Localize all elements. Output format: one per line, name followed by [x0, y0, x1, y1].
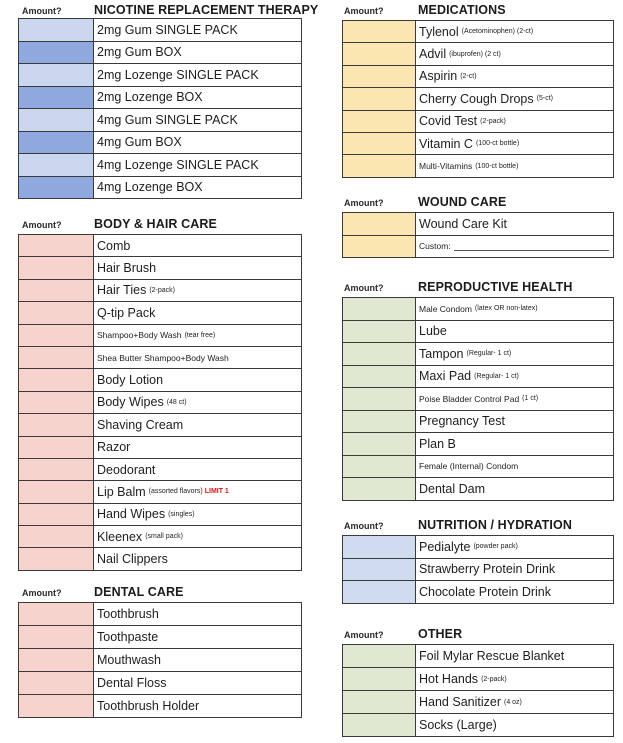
- list-item: [19, 437, 301, 459]
- custom-write-line[interactable]: [454, 242, 609, 251]
- item-note: (4 oz): [504, 698, 522, 706]
- list-item: [19, 64, 301, 87]
- item-name: Comb: [97, 238, 131, 253]
- item-label: [416, 456, 613, 478]
- item-label: [94, 504, 301, 525]
- item-name: 2mg Lozenge BOX: [97, 90, 203, 105]
- list-item: [19, 87, 301, 110]
- list-item: [343, 321, 613, 344]
- amount-input-box[interactable]: [343, 456, 416, 478]
- item-label: [94, 369, 301, 390]
- item-label: [416, 536, 613, 558]
- item-list: [342, 297, 614, 501]
- item-list: [18, 18, 302, 199]
- list-item: [19, 325, 301, 347]
- amount-input-box[interactable]: [343, 714, 416, 736]
- item-label: [94, 437, 301, 458]
- list-item: [19, 109, 301, 132]
- item-note: (48 ct): [166, 398, 187, 406]
- amount-input-box[interactable]: [343, 411, 416, 433]
- item-name: Poise Bladder Control Pad: [419, 393, 520, 404]
- item-name: 2mg Gum SINGLE PACK: [97, 22, 238, 37]
- amount-input-box[interactable]: [343, 691, 416, 713]
- amount-input-box[interactable]: [343, 111, 416, 132]
- list-item: [343, 88, 613, 110]
- item-name: Cherry Cough Drops: [419, 91, 534, 106]
- item-name: Pregnancy Test: [419, 414, 505, 429]
- list-item: [19, 154, 301, 177]
- item-name: Mouthwash: [97, 653, 161, 667]
- amount-input-box[interactable]: [343, 668, 416, 690]
- amount-header: Amount?: [344, 630, 384, 640]
- item-name: Tampon: [419, 346, 464, 361]
- item-note: (powder pack): [473, 543, 518, 551]
- item-name: Toothbrush Holder: [97, 699, 200, 713]
- item-name: Wound Care Kit: [419, 216, 508, 231]
- item-name: Advil: [419, 47, 447, 62]
- item-name: Toothbrush: [97, 607, 159, 621]
- item-note: (2-pack): [480, 117, 506, 125]
- amount-input-box[interactable]: [19, 603, 94, 625]
- item-name: 4mg Gum BOX: [97, 135, 182, 150]
- item-label: [416, 43, 613, 64]
- item-name: Aspirin: [419, 69, 458, 84]
- item-name: Lube: [419, 324, 447, 339]
- item-name: 4mg Lozenge SINGLE PACK: [97, 157, 259, 172]
- list-item: [19, 504, 301, 526]
- item-note: (assorted flavors): [148, 488, 203, 496]
- item-name: Deodorant: [97, 462, 156, 477]
- item-list: [342, 535, 614, 604]
- amount-input-box[interactable]: [19, 132, 94, 154]
- amount-input-box[interactable]: [19, 177, 94, 199]
- item-label: [94, 177, 301, 199]
- amount-input-box[interactable]: [343, 66, 416, 87]
- item-name: Nail Clippers: [97, 552, 168, 567]
- amount-input-box[interactable]: [343, 388, 416, 410]
- item-name: 2mg Lozenge SINGLE PACK: [97, 67, 259, 82]
- item-note: (Regular- 1 ct): [474, 372, 519, 380]
- amount-input-box[interactable]: [19, 325, 94, 346]
- amount-input-box[interactable]: [343, 645, 416, 667]
- list-item: [19, 548, 301, 569]
- item-name: Hand Wipes: [97, 507, 166, 522]
- item-name: Pedialyte: [419, 539, 471, 554]
- item-label: [416, 236, 613, 258]
- list-item: [343, 536, 613, 559]
- item-list: [342, 212, 614, 258]
- item-name: Toothpaste: [97, 630, 159, 644]
- amount-input-box[interactable]: [19, 481, 94, 502]
- item-name: Hot Hands: [419, 672, 479, 686]
- item-label: [94, 325, 301, 346]
- item-name: Chocolate Protein Drink: [419, 584, 552, 599]
- item-label: [94, 154, 301, 176]
- list-item: [19, 177, 301, 199]
- item-list: [18, 602, 302, 718]
- list-item: [19, 132, 301, 155]
- item-name: 2mg Gum BOX: [97, 45, 182, 60]
- item-label: [94, 526, 301, 547]
- section-title: NUTRITION / HYDRATION: [418, 518, 572, 532]
- amount-input-box[interactable]: [19, 154, 94, 176]
- amount-input-box[interactable]: [19, 392, 94, 413]
- amount-header: Amount?: [22, 6, 62, 16]
- item-name: Covid Test: [419, 114, 478, 129]
- list-item: [19, 649, 301, 672]
- list-item: [19, 481, 301, 503]
- amount-input-box[interactable]: [19, 626, 94, 648]
- item-label: [416, 133, 613, 154]
- amount-input-box[interactable]: [343, 321, 416, 343]
- list-item: [343, 433, 613, 456]
- item-label: [416, 88, 613, 109]
- amount-header: Amount?: [344, 283, 384, 293]
- amount-input-box[interactable]: [343, 133, 416, 154]
- custom-label: Custom:: [419, 241, 451, 252]
- amount-input-box[interactable]: [19, 649, 94, 671]
- list-item: [343, 581, 613, 603]
- item-name: Foil Mylar Rescue Blanket: [419, 649, 565, 663]
- item-note: (Regular- 1 ct): [466, 350, 512, 358]
- item-name: Tylenol: [419, 24, 459, 39]
- item-note: (2-pack): [149, 286, 176, 294]
- amount-input-box[interactable]: [343, 298, 416, 320]
- item-note: (2-ct): [460, 72, 477, 80]
- amount-header: Amount?: [344, 198, 384, 208]
- item-note: (ibuprofen) (2 ct): [449, 50, 501, 58]
- item-label: [416, 366, 613, 388]
- item-label: [94, 548, 301, 569]
- amount-input-box[interactable]: [343, 21, 416, 42]
- amount-input-box[interactable]: [19, 280, 94, 301]
- list-item: [343, 456, 613, 479]
- amount-header: Amount?: [22, 220, 62, 230]
- list-item: [343, 645, 613, 668]
- amount-input-box[interactable]: [19, 504, 94, 525]
- list-item: [19, 626, 301, 649]
- amount-input-box[interactable]: [19, 414, 94, 435]
- amount-input-box[interactable]: [19, 64, 94, 86]
- list-item: [343, 668, 613, 691]
- list-item: [19, 603, 301, 626]
- amount-input-box[interactable]: [343, 236, 416, 258]
- list-item: [343, 366, 613, 389]
- list-item: [343, 21, 613, 43]
- amount-input-box[interactable]: [19, 369, 94, 390]
- amount-header: Amount?: [344, 521, 384, 531]
- item-label: [416, 645, 613, 667]
- item-name: Hand Sanitizer: [419, 695, 501, 709]
- item-label: [94, 87, 301, 109]
- amount-input-box[interactable]: [343, 213, 416, 235]
- item-name: Female (Internal) Condom: [419, 461, 519, 472]
- item-label: [416, 343, 613, 365]
- item-label: [416, 21, 613, 42]
- list-item: [343, 714, 613, 736]
- amount-input-box[interactable]: [19, 548, 94, 569]
- item-name: Lip Balm: [97, 484, 146, 499]
- list-item: [19, 369, 301, 391]
- list-item: [19, 414, 301, 436]
- item-label: [94, 414, 301, 435]
- item-name: Maxi Pad: [419, 369, 472, 384]
- section-title: DENTAL CARE: [94, 585, 184, 599]
- item-name: 4mg Gum SINGLE PACK: [97, 112, 238, 127]
- section-title: MEDICATIONS: [418, 3, 506, 17]
- item-label: [94, 302, 301, 323]
- list-item: [19, 235, 301, 257]
- list-item: [343, 559, 613, 582]
- amount-input-box[interactable]: [343, 366, 416, 388]
- amount-input-box[interactable]: [343, 478, 416, 500]
- list-item: [343, 411, 613, 434]
- item-label: [416, 388, 613, 410]
- item-name: Body Lotion: [97, 373, 164, 388]
- list-item: [343, 298, 613, 321]
- item-note: (tear free): [184, 331, 216, 339]
- item-label: [94, 42, 301, 64]
- amount-input-box[interactable]: [19, 19, 94, 41]
- item-name: Kleenex: [97, 529, 143, 544]
- list-item: [343, 213, 613, 236]
- item-label: [94, 19, 301, 41]
- item-label: [416, 433, 613, 455]
- amount-header: Amount?: [22, 588, 62, 598]
- item-label: [94, 280, 301, 301]
- item-name: 4mg Lozenge BOX: [97, 180, 203, 195]
- list-item: [343, 478, 613, 500]
- item-list: [18, 234, 302, 571]
- item-name: Q-tip Pack: [97, 305, 156, 320]
- amount-input-box[interactable]: [343, 88, 416, 109]
- list-item: [19, 19, 301, 42]
- item-label: [416, 691, 613, 713]
- list-item: [19, 280, 301, 302]
- amount-input-box[interactable]: [343, 536, 416, 558]
- limit-warning: LIMIT 1: [204, 488, 229, 496]
- item-label: [94, 695, 301, 717]
- item-label: [94, 626, 301, 648]
- item-label: [416, 298, 613, 320]
- item-note: (Acetominophen) (2-ct): [461, 28, 534, 36]
- item-label: [416, 581, 613, 603]
- section-title: NICOTINE REPLACEMENT THERAPY: [94, 3, 319, 17]
- amount-input-box[interactable]: [343, 581, 416, 603]
- item-name: Shea Butter Shampoo+Body Wash: [97, 352, 229, 363]
- item-name: Strawberry Protein Drink: [419, 562, 556, 577]
- item-name: Male Condom: [419, 303, 472, 314]
- amount-input-box[interactable]: [19, 302, 94, 323]
- item-label: [94, 109, 301, 131]
- amount-input-box[interactable]: [19, 42, 94, 64]
- amount-input-box[interactable]: [343, 343, 416, 365]
- amount-input-box[interactable]: [19, 109, 94, 131]
- amount-input-box[interactable]: [19, 235, 94, 256]
- item-list: [342, 20, 614, 178]
- item-label: [94, 64, 301, 86]
- list-item: [19, 695, 301, 717]
- item-name: Razor: [97, 440, 131, 455]
- item-list: [342, 644, 614, 737]
- item-label: [416, 559, 613, 581]
- item-label: [416, 66, 613, 87]
- item-label: [94, 235, 301, 256]
- item-name: Body Wipes: [97, 395, 164, 410]
- list-item: [19, 672, 301, 695]
- item-note: (100-ct bottle): [475, 140, 520, 148]
- item-label: [94, 257, 301, 278]
- item-label: [94, 603, 301, 625]
- section-title: BODY & HAIR CARE: [94, 217, 217, 231]
- item-label: [416, 155, 613, 176]
- amount-input-box[interactable]: [19, 87, 94, 109]
- amount-header: Amount?: [344, 6, 384, 16]
- amount-input-box[interactable]: [19, 459, 94, 480]
- item-note: (5-ct): [536, 95, 553, 103]
- list-item: [19, 42, 301, 65]
- item-note: (latex OR non-latex): [474, 305, 538, 313]
- item-name: Shaving Cream: [97, 417, 184, 432]
- list-item: [343, 155, 613, 176]
- item-name: Dental Dam: [419, 481, 485, 496]
- item-name: Socks (Large): [419, 718, 497, 732]
- list-item: [343, 66, 613, 88]
- item-name: Shampoo+Body Wash: [97, 330, 182, 341]
- amount-input-box[interactable]: [19, 257, 94, 278]
- item-label: [416, 111, 613, 132]
- list-item: [343, 111, 613, 133]
- item-label: [416, 478, 613, 500]
- item-name: Vitamin C: [419, 136, 473, 151]
- item-label: [416, 411, 613, 433]
- amount-input-box[interactable]: [19, 347, 94, 368]
- section-title: OTHER: [418, 627, 463, 641]
- item-label: [94, 459, 301, 480]
- list-item: [19, 347, 301, 369]
- amount-input-box[interactable]: [343, 155, 416, 176]
- item-name: Hair Brush: [97, 261, 157, 276]
- item-name: Plan B: [419, 436, 456, 451]
- amount-input-box[interactable]: [19, 672, 94, 694]
- list-item: [343, 43, 613, 65]
- item-note: (2-pack): [481, 675, 507, 683]
- list-item: [19, 459, 301, 481]
- item-label: [94, 392, 301, 413]
- amount-input-box[interactable]: [343, 433, 416, 455]
- list-item: [343, 343, 613, 366]
- item-label: [416, 213, 613, 235]
- list-item: [19, 302, 301, 324]
- list-item: [343, 133, 613, 155]
- item-note: (100-ct bottle): [475, 162, 519, 170]
- list-item: [19, 257, 301, 279]
- item-name: Multi-Vitamins: [419, 161, 473, 172]
- list-item: [19, 392, 301, 414]
- item-name: Dental Floss: [97, 676, 167, 690]
- amount-input-box[interactable]: [19, 695, 94, 717]
- item-label: [416, 668, 613, 690]
- item-label: [94, 347, 301, 368]
- list-item: [19, 526, 301, 548]
- item-note: (1 ct): [522, 395, 539, 403]
- item-label: [94, 672, 301, 694]
- amount-input-box[interactable]: [19, 526, 94, 547]
- amount-input-box[interactable]: [343, 559, 416, 581]
- list-item: [343, 388, 613, 411]
- item-name: Hair Ties: [97, 283, 147, 298]
- item-label: [416, 321, 613, 343]
- item-label: [94, 132, 301, 154]
- item-label: [94, 649, 301, 671]
- amount-input-box[interactable]: [19, 437, 94, 458]
- item-label: [416, 714, 613, 736]
- amount-input-box[interactable]: [343, 43, 416, 64]
- item-note: (singles): [168, 510, 195, 518]
- list-item: [343, 691, 613, 714]
- section-title: WOUND CARE: [418, 195, 507, 209]
- item-label: [94, 481, 301, 502]
- list-item: [343, 236, 613, 258]
- section-title: REPRODUCTIVE HEALTH: [418, 280, 573, 294]
- item-note: (small pack): [145, 533, 183, 541]
